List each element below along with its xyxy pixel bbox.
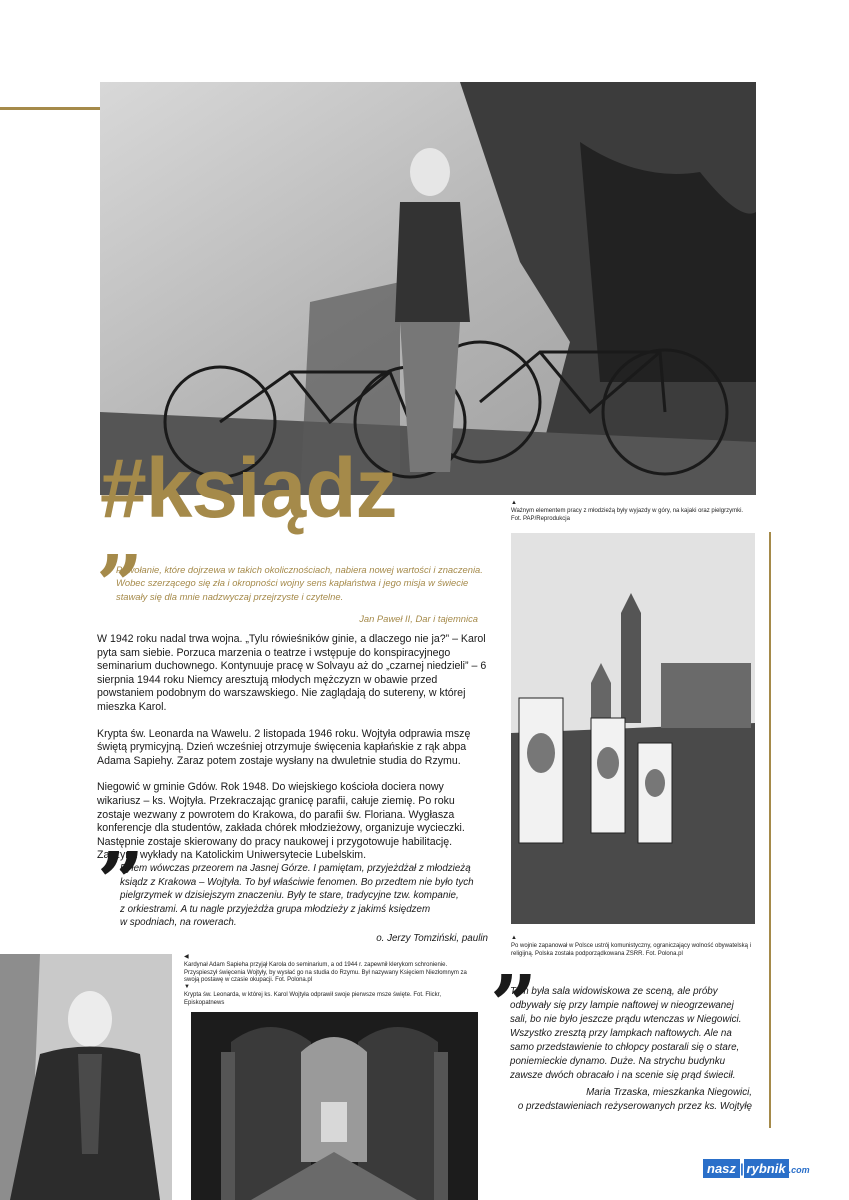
logo-part-com: .com	[788, 1165, 810, 1175]
sapieha-caption: ◀ Kardynał Adam Sapieha przyjął Karola do seminarium, a od 1944 r. zapewnił klerykom schronienie. Przyspieszył święcenia Wojtyły, by wysłać go na studia do Rzymu. Był nazywany Księciem Niezłomnym za swoją postawę w czasie okupacji. Fot. Polona.pl	[184, 954, 479, 985]
quote-mark-icon: ”	[490, 958, 538, 1054]
paragraph-1: W 1942 roku nadal trwa wojna. „Tylu rówieśników ginie, a dlaczego nie ja?” – Karol pyta sam siebie. Porzuca marzenia o teatrze i wstępuje do konspiracyjnego seminarium duchownego. Kontynuuje pracę w Solvayu aż do „czarnej niedzieli” – 6 sierpnia 1944 roku Niemcy aresztują młodych mężczyzn w obawie przed powstaniem podobnym do warszawskiego. Nie zaglądają do sutereny, w której mieszka Karol.	[97, 633, 487, 713]
quote-mark-icon: ”	[97, 835, 145, 931]
logo-separator: |	[739, 1161, 744, 1176]
paragraph-2: Krypta św. Leonarda na Wawelu. 2 listopada 1946 roku. Wojtyła odprawia mszę świętą prymicyjną. Dzień wcześniej otrzymuje święcenia kapłańskie z rąk abpa Adama Sapiehy. Zaraz potem zostaje wysłany na dwuletnie studia do Rzymu.	[97, 727, 471, 767]
quote-3-text: Tam była sala widowiskowa ze sceną, ale próby odbywały się przy lampie naftowej w nieogrzewanej sali, bo nie było jeszcze prądu wtenczas w Niegowici. Wszystko zresztą przy lampkach naftowych. Ale na samo przedstawienie to chłopcy postarali się o stare, poniemieckie dynamo. Duże. Na strychu budynku zawsze dwóch obracało i na scenie się prąd świecił.	[510, 986, 742, 1081]
crypt-photo	[191, 1012, 478, 1200]
quote-1-author: Jan Paweł II, Dar i tajemnica	[359, 613, 478, 624]
crypt-caption: ▼ Krypta św. Leonarda, w której ks. Karol Wojtyła odprawił swoje pierwsze msze święte. Fot. Flickr, Episkopatnews	[184, 984, 479, 1007]
triangle-down-icon: ▼	[184, 984, 190, 990]
body-text	[97, 633, 489, 876]
quote-1-text: Powołanie, które dojrzewa w takich okolicznościach, nabiera nowej wartości i znaczenia. Wobec szerzącego się zła i okropności wojny sens kapłaństwa i jego misja w świecie stawały się dla mnie nadzwyczaj przejrzyste i czytelne.	[116, 564, 483, 602]
quote-3-author: Maria Trzaska, mieszkanka Niegowici, o przedstawieniach reżyserowanych przez ks. Wojtyłę	[517, 1087, 752, 1112]
triangle-left-icon: ◀	[184, 954, 189, 960]
sapieha-portrait-photo	[0, 954, 172, 1200]
naszrybnik-logo[interactable]	[703, 1162, 810, 1175]
main-photo-caption: ▲ Ważnym elementem pracy z młodzieżą były wyjazdy w góry, na kajaki oraz pielgrzymki. Fot. PAP/Reprodukcja	[511, 500, 761, 523]
triangle-up-icon: ▲	[511, 935, 517, 941]
quote-2-text: Byłem wówczas przeorem na Jasnej Górze. I pamiętam, przyjeżdżał z młodzieżą ksiądz z Krakowa – Wojtyła. To był właściwie fenomen. Bo przedtem nie było tych pielgrzymek w dzisiejszym znaczeniu. Były te stare, tradycyjne tzw. kompanie, z orkiestrami. A tu nagle przyjeżdża grupa młodzieży z jakimś księdzem w spodniach, na rowerach.	[120, 863, 474, 929]
procession-caption: ▲ Po wojnie zapanował w Polsce ustrój komunistyczny, ograniczający wolność obywatelską i religijną. Polska została podporządkowana ZSRR. Fot. Polona.pl	[511, 935, 761, 958]
quote-2-author: o. Jerzy Tomziński, paulin	[376, 933, 488, 944]
main-photo-bicycles	[100, 82, 756, 495]
triangle-up-icon: ▲	[511, 500, 517, 506]
paragraph-3: Niegowić w gminie Gdów. Rok 1948. Do wiejskiego kościoła dociera nowy wikariusz – ks. Wojtyła. Przekraczając granicę parafii, całuje ziemię. Po roku zostaje wezwany z powrotem do Krakowa, do parafii św. Floriana. Wygłasza konferencje dla studentów, zakłada chórek młodzieżowy, organizuje wycieczki. Następnie zostaje skierowany do pracy naukowej i przygotowuje habilitację. Zaczyna wykłady na Katolickim Uniwersytecie Lubelskim.	[97, 781, 465, 862]
logo-part-nasz: nasz	[703, 1159, 740, 1178]
procession-photo	[511, 533, 755, 924]
quote-mark-icon: ”	[96, 538, 144, 634]
logo-part-rybnik: rybnik	[744, 1159, 789, 1178]
page-title: #ksiądz	[100, 441, 397, 535]
